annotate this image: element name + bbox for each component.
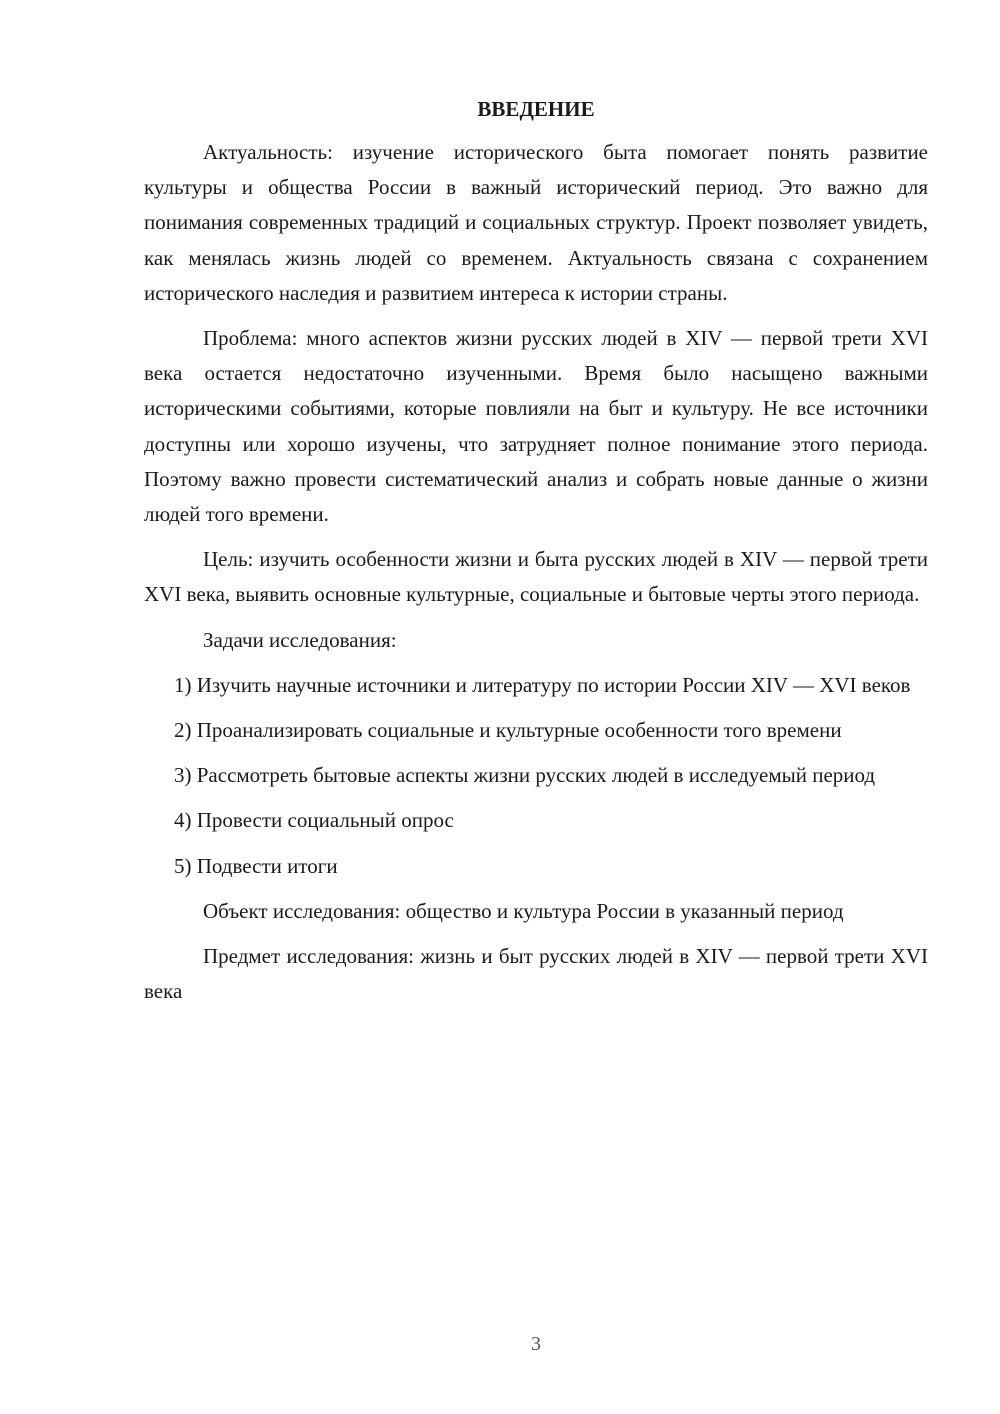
- page-number: 3: [531, 1333, 541, 1355]
- subject-paragraph: Предмет исследования: жизнь и быт русских людей в XIV — первой трети XVI века: [144, 944, 928, 1004]
- relevance-paragraph: Актуальность: изучение исторического быта помогает понять развитие культуры и общества России в важный исторический период. Это важно для понимания современных традиций и социальных структур. Проект позволяет увидеть, как менялась жизнь людей со временем. Актуальность связана с сохранением исторического наследия и развитием интереса к истории страны.: [144, 140, 928, 305]
- list-item: 4) Провести социальный опрос: [174, 808, 454, 833]
- tasks-list: [144, 668, 928, 884]
- tasks-heading: Задачи исследования:: [203, 627, 397, 652]
- document-page: [144, 92, 928, 1009]
- list-item: 1) Изучить научные источники и литературу по истории России XIV — XVI веков: [174, 672, 911, 697]
- goal-paragraph: Цель: изучить особенности жизни и быта русских людей в XIV — первой трети XVI века, выявить основные культурные, социальные и бытовые черты этого периода.: [144, 547, 928, 607]
- list-item: 5) Подвести итоги: [174, 853, 338, 878]
- list-item: 2) Проанализировать социальные и культурные особенности того времени: [174, 718, 842, 743]
- page-title: ВВЕДЕНИЕ: [477, 97, 595, 121]
- object-paragraph: Объект исследования: общество и культура России в указанный период: [203, 898, 844, 923]
- list-item: 3) Рассмотреть бытовые аспекты жизни русских людей в исследуемый период: [174, 763, 876, 788]
- problem-paragraph: Проблема: много аспектов жизни русских людей в XIV — первой трети XVI века остается недостаточно изученными. Время было насыщено важными историческими событиями, которые повлияли на быт и культуру. Не все источники доступны или хорошо изучены, что затрудняет полное понимание этого периода. Поэтому важно провести систематический анализ и собрать новые данные о жизни людей того времени.: [144, 326, 928, 527]
